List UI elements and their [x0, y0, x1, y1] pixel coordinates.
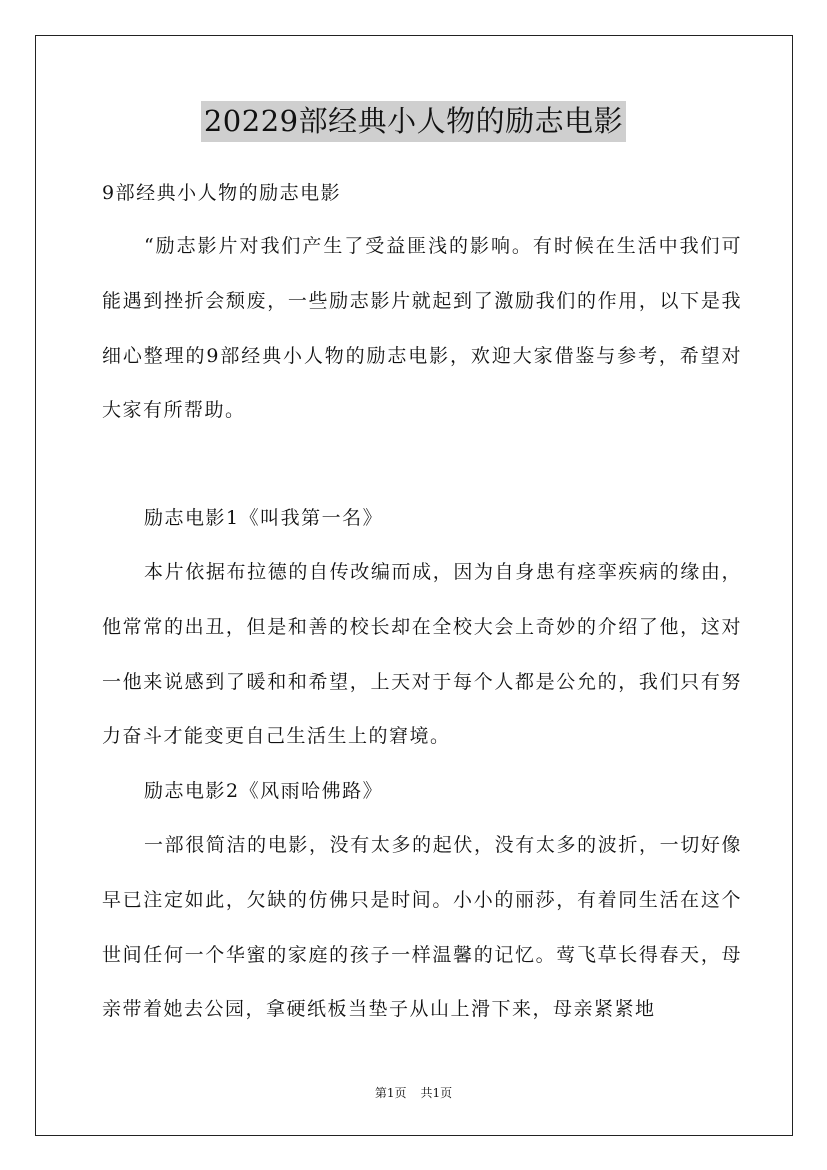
section-1-paragraph: 本片依据布拉德的自传改编而成，因为自身患有痉挛疾病的缘由，他常常的出丑，但是和善的校长却在全校大会上奇妙的介绍了他，这对一他来说感到了暖和和希望，上天对于每个人都是公允的，我们只有努力奋斗才能变更自己生活生上的窘境。 — [102, 561, 742, 748]
section-heading-2: 励志电影2《风雨哈佛路》 — [144, 780, 384, 802]
document-title-text: 20229部经典小人物的励志电影 — [201, 101, 626, 142]
document-title — [0, 101, 827, 142]
document-subtitle: 9部经典小人物的励志电影 — [102, 182, 342, 204]
page-number: 第1页 — [374, 1086, 407, 1100]
intro-paragraph: “励志影片对我们产生了受益匪浅的影响。有时候在生活中我们可能遇到挫折会颓废，一些励志影片就起到了激励我们的作用，以下是我细心整理的9部经典小人物的励志电影，欢迎大家借鉴与参考，希望对大家有所帮助。 — [102, 235, 742, 422]
section-2-paragraph: 一部很简洁的电影，没有太多的起伏，没有太多的波折，一切好像早已注定如此，欠缺的仿佛只是时间。小小的丽莎，有着同生活在这个世间任何一个华蜜的家庭的孩子一样温馨的记忆。莺飞草长得春天，母亲带着她去公园，拿硬纸板当垫子从山上滑下来，母亲紧紧地 — [102, 834, 742, 1021]
page-total: 共1页 — [420, 1086, 453, 1100]
section-heading-1: 励志电影1《叫我第一名》 — [144, 507, 384, 529]
page-footer — [0, 1084, 827, 1101]
